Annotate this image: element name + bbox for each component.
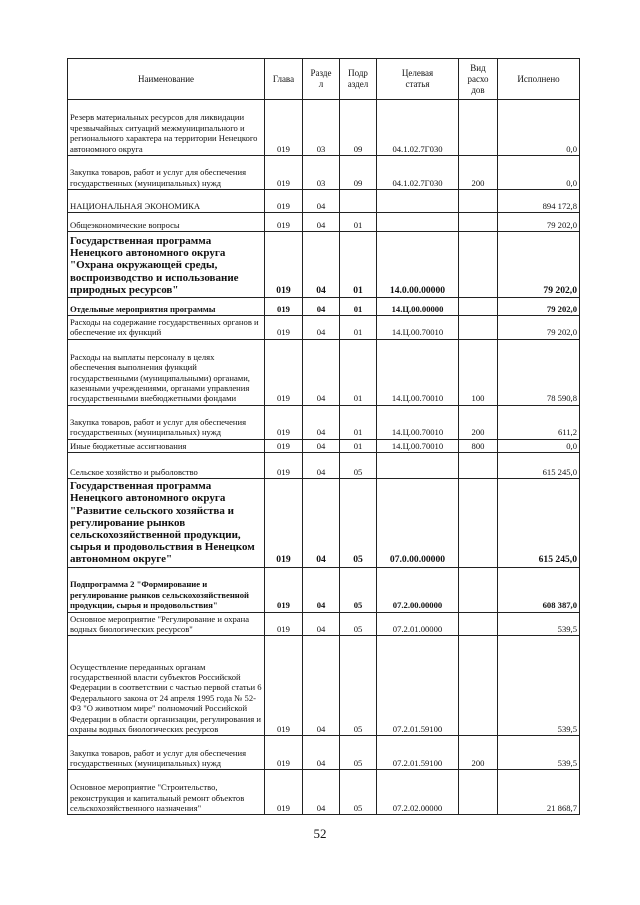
row-subsection: 01 xyxy=(340,298,377,316)
table-row xyxy=(68,439,580,452)
header-target-item: Целевая статья xyxy=(377,59,459,100)
table-row xyxy=(68,190,580,213)
row-executed: 615 245,0 xyxy=(498,453,580,479)
row-chapter: 019 xyxy=(265,479,303,567)
row-target-item xyxy=(377,190,459,213)
row-expense-type xyxy=(459,770,498,815)
row-target-item: 07.2.01.59100 xyxy=(377,636,459,736)
row-expense-type: 800 xyxy=(459,439,498,452)
row-chapter: 019 xyxy=(265,567,303,612)
row-name: Государственная программа Ненецкого автономного округа "Охрана окружающей среды, воспроизводство и использование природных ресурсов" xyxy=(68,232,265,298)
row-executed: 615 245,0 xyxy=(498,479,580,567)
row-section: 04 xyxy=(303,770,340,815)
row-name: Расходы на содержание государственных органов и обеспечение их функций xyxy=(68,316,265,340)
row-target-item: 04.1.02.7Г030 xyxy=(377,156,459,190)
row-executed: 608 387,0 xyxy=(498,567,580,612)
row-target-item: 07.0.00.00000 xyxy=(377,479,459,567)
row-executed: 0,0 xyxy=(498,100,580,156)
row-target-item: 07.2.00.00000 xyxy=(377,567,459,612)
row-executed: 539,5 xyxy=(498,736,580,770)
row-name: Основное мероприятие "Регулирование и охрана водных биологических ресурсов" xyxy=(68,612,265,636)
row-target-item: 07.2.01.59100 xyxy=(377,736,459,770)
row-name: Закупка товаров, работ и услуг для обеспечения государственных (муниципальных) нужд xyxy=(68,156,265,190)
row-section: 04 xyxy=(303,213,340,232)
row-expense-type xyxy=(459,567,498,612)
table-row xyxy=(68,453,580,479)
row-subsection: 05 xyxy=(340,612,377,636)
header-name: Наименование xyxy=(68,59,265,100)
header-executed: Исполнено xyxy=(498,59,580,100)
row-executed: 539,5 xyxy=(498,636,580,736)
row-name: НАЦИОНАЛЬНАЯ ЭКОНОМИКА xyxy=(68,190,265,213)
table-row xyxy=(68,316,580,340)
row-subsection xyxy=(340,190,377,213)
row-section: 04 xyxy=(303,190,340,213)
row-chapter: 019 xyxy=(265,339,303,405)
row-chapter: 019 xyxy=(265,612,303,636)
table-row xyxy=(68,479,580,567)
row-executed: 21 868,7 xyxy=(498,770,580,815)
row-subsection: 09 xyxy=(340,100,377,156)
row-expense-type: 100 xyxy=(459,339,498,405)
row-target-item: 14.Ц.00.70010 xyxy=(377,339,459,405)
row-name: Основное мероприятие "Строительство, реконструкция и капитальный ремонт объектов сельскохозяйственного назначения" xyxy=(68,770,265,815)
row-executed: 79 202,0 xyxy=(498,232,580,298)
header-expense-type: Вид расхо дов xyxy=(459,59,498,100)
row-chapter: 019 xyxy=(265,636,303,736)
row-subsection: 05 xyxy=(340,736,377,770)
row-name: Осуществление переданных органам государственной власти субъектов Российской Федерации в соответствии с частью первой статьи 6 Федерального закона от 24 апреля 1995 года № 52-ФЗ "О животном мире" полномочий Российской Федерации в области организации, регулирования и охраны водных биологических ресурсов xyxy=(68,636,265,736)
table-row xyxy=(68,567,580,612)
row-subsection: 01 xyxy=(340,439,377,452)
row-target-item: 07.2.01.00000 xyxy=(377,612,459,636)
table-row xyxy=(68,612,580,636)
table-row xyxy=(68,339,580,405)
row-section: 04 xyxy=(303,567,340,612)
row-executed: 894 172,8 xyxy=(498,190,580,213)
row-expense-type xyxy=(459,612,498,636)
table-row xyxy=(68,232,580,298)
row-section: 04 xyxy=(303,453,340,479)
table-row xyxy=(68,770,580,815)
row-expense-type xyxy=(459,232,498,298)
row-name: Резерв материальных ресурсов для ликвидации чрезвычайных ситуаций межмуниципального и регионального характера на территории Ненецкого автономного округа xyxy=(68,100,265,156)
row-subsection: 09 xyxy=(340,156,377,190)
row-chapter: 019 xyxy=(265,190,303,213)
row-expense-type xyxy=(459,190,498,213)
row-subsection: 01 xyxy=(340,405,377,439)
row-expense-type xyxy=(459,316,498,340)
row-target-item: 14.Ц.00.00000 xyxy=(377,298,459,316)
table-row xyxy=(68,213,580,232)
row-target-item: 14.Ц.00.70010 xyxy=(377,405,459,439)
row-expense-type: 200 xyxy=(459,736,498,770)
row-name: Расходы на выплаты персоналу в целях обеспечения выполнения функций государственными (муниципальными) органами, казенными учреждениями, органами управления государственными внебюджетными фондами xyxy=(68,339,265,405)
row-name: Сельское хозяйство и рыболовство xyxy=(68,453,265,479)
table-row xyxy=(68,736,580,770)
row-chapter: 019 xyxy=(265,439,303,452)
row-section: 04 xyxy=(303,612,340,636)
row-section: 04 xyxy=(303,298,340,316)
row-executed: 0,0 xyxy=(498,439,580,452)
row-name: Иные бюджетные ассигнования xyxy=(68,439,265,452)
row-section: 04 xyxy=(303,479,340,567)
row-chapter: 019 xyxy=(265,736,303,770)
row-name: Отдельные мероприятия программы xyxy=(68,298,265,316)
row-name: Закупка товаров, работ и услуг для обеспечения государственных (муниципальных) нужд xyxy=(68,736,265,770)
row-expense-type xyxy=(459,213,498,232)
row-expense-type: 200 xyxy=(459,405,498,439)
header-section: Разде л xyxy=(303,59,340,100)
row-target-item: 07.2.02.00000 xyxy=(377,770,459,815)
budget-table xyxy=(67,58,580,815)
row-executed: 79 202,0 xyxy=(498,298,580,316)
table-header-row xyxy=(68,59,580,100)
row-chapter: 019 xyxy=(265,770,303,815)
row-chapter: 019 xyxy=(265,453,303,479)
row-subsection: 05 xyxy=(340,453,377,479)
row-chapter: 019 xyxy=(265,213,303,232)
row-name: Общеэкономические вопросы xyxy=(68,213,265,232)
row-section: 04 xyxy=(303,439,340,452)
row-executed: 611,2 xyxy=(498,405,580,439)
row-expense-type: 200 xyxy=(459,156,498,190)
row-expense-type xyxy=(459,453,498,479)
page-number: 52 xyxy=(313,826,327,841)
table-row xyxy=(68,100,580,156)
row-executed: 539,5 xyxy=(498,612,580,636)
row-name: Закупка товаров, работ и услуг для обеспечения государственных (муниципальных) нужд xyxy=(68,405,265,439)
row-chapter: 019 xyxy=(265,100,303,156)
row-section: 04 xyxy=(303,736,340,770)
row-name: Государственная программа Ненецкого автономного округа "Развитие сельского хозяйства и регулирование рынков сельскохозяйственной продукции, сырья и продовольствия в Ненецком автономном округе" xyxy=(68,479,265,567)
row-subsection: 05 xyxy=(340,567,377,612)
table-row xyxy=(68,405,580,439)
row-target-item: 14.0.00.00000 xyxy=(377,232,459,298)
row-subsection: 05 xyxy=(340,479,377,567)
row-name: Подпрограмма 2 "Формирование и регулирование рынков сельскохозяйственной продукции, сырья и продовольствия" xyxy=(68,567,265,612)
row-target-item: 14.Ц.00.70010 xyxy=(377,439,459,452)
row-expense-type xyxy=(459,100,498,156)
row-section: 04 xyxy=(303,405,340,439)
row-section: 04 xyxy=(303,232,340,298)
row-expense-type xyxy=(459,298,498,316)
row-section: 04 xyxy=(303,636,340,736)
row-chapter: 019 xyxy=(265,298,303,316)
row-section: 04 xyxy=(303,339,340,405)
row-section: 04 xyxy=(303,316,340,340)
row-executed: 79 202,0 xyxy=(498,316,580,340)
table-row xyxy=(68,636,580,736)
row-executed: 0,0 xyxy=(498,156,580,190)
row-expense-type xyxy=(459,479,498,567)
header-subsection: Подр аздел xyxy=(340,59,377,100)
row-chapter: 019 xyxy=(265,156,303,190)
header-chapter: Глава xyxy=(265,59,303,100)
row-section: 03 xyxy=(303,100,340,156)
row-executed: 79 202,0 xyxy=(498,213,580,232)
row-target-item xyxy=(377,213,459,232)
row-chapter: 019 xyxy=(265,316,303,340)
row-target-item: 14.Ц.00.70010 xyxy=(377,316,459,340)
row-subsection: 01 xyxy=(340,316,377,340)
row-subsection: 01 xyxy=(340,339,377,405)
table-row xyxy=(68,298,580,316)
row-subsection: 01 xyxy=(340,213,377,232)
row-subsection: 05 xyxy=(340,770,377,815)
row-subsection: 01 xyxy=(340,232,377,298)
row-target-item xyxy=(377,453,459,479)
row-subsection: 05 xyxy=(340,636,377,736)
row-chapter: 019 xyxy=(265,232,303,298)
table-row xyxy=(68,156,580,190)
row-section: 03 xyxy=(303,156,340,190)
row-chapter: 019 xyxy=(265,405,303,439)
row-target-item: 04.1.02.7Г030 xyxy=(377,100,459,156)
row-expense-type xyxy=(459,636,498,736)
row-executed: 78 590,8 xyxy=(498,339,580,405)
